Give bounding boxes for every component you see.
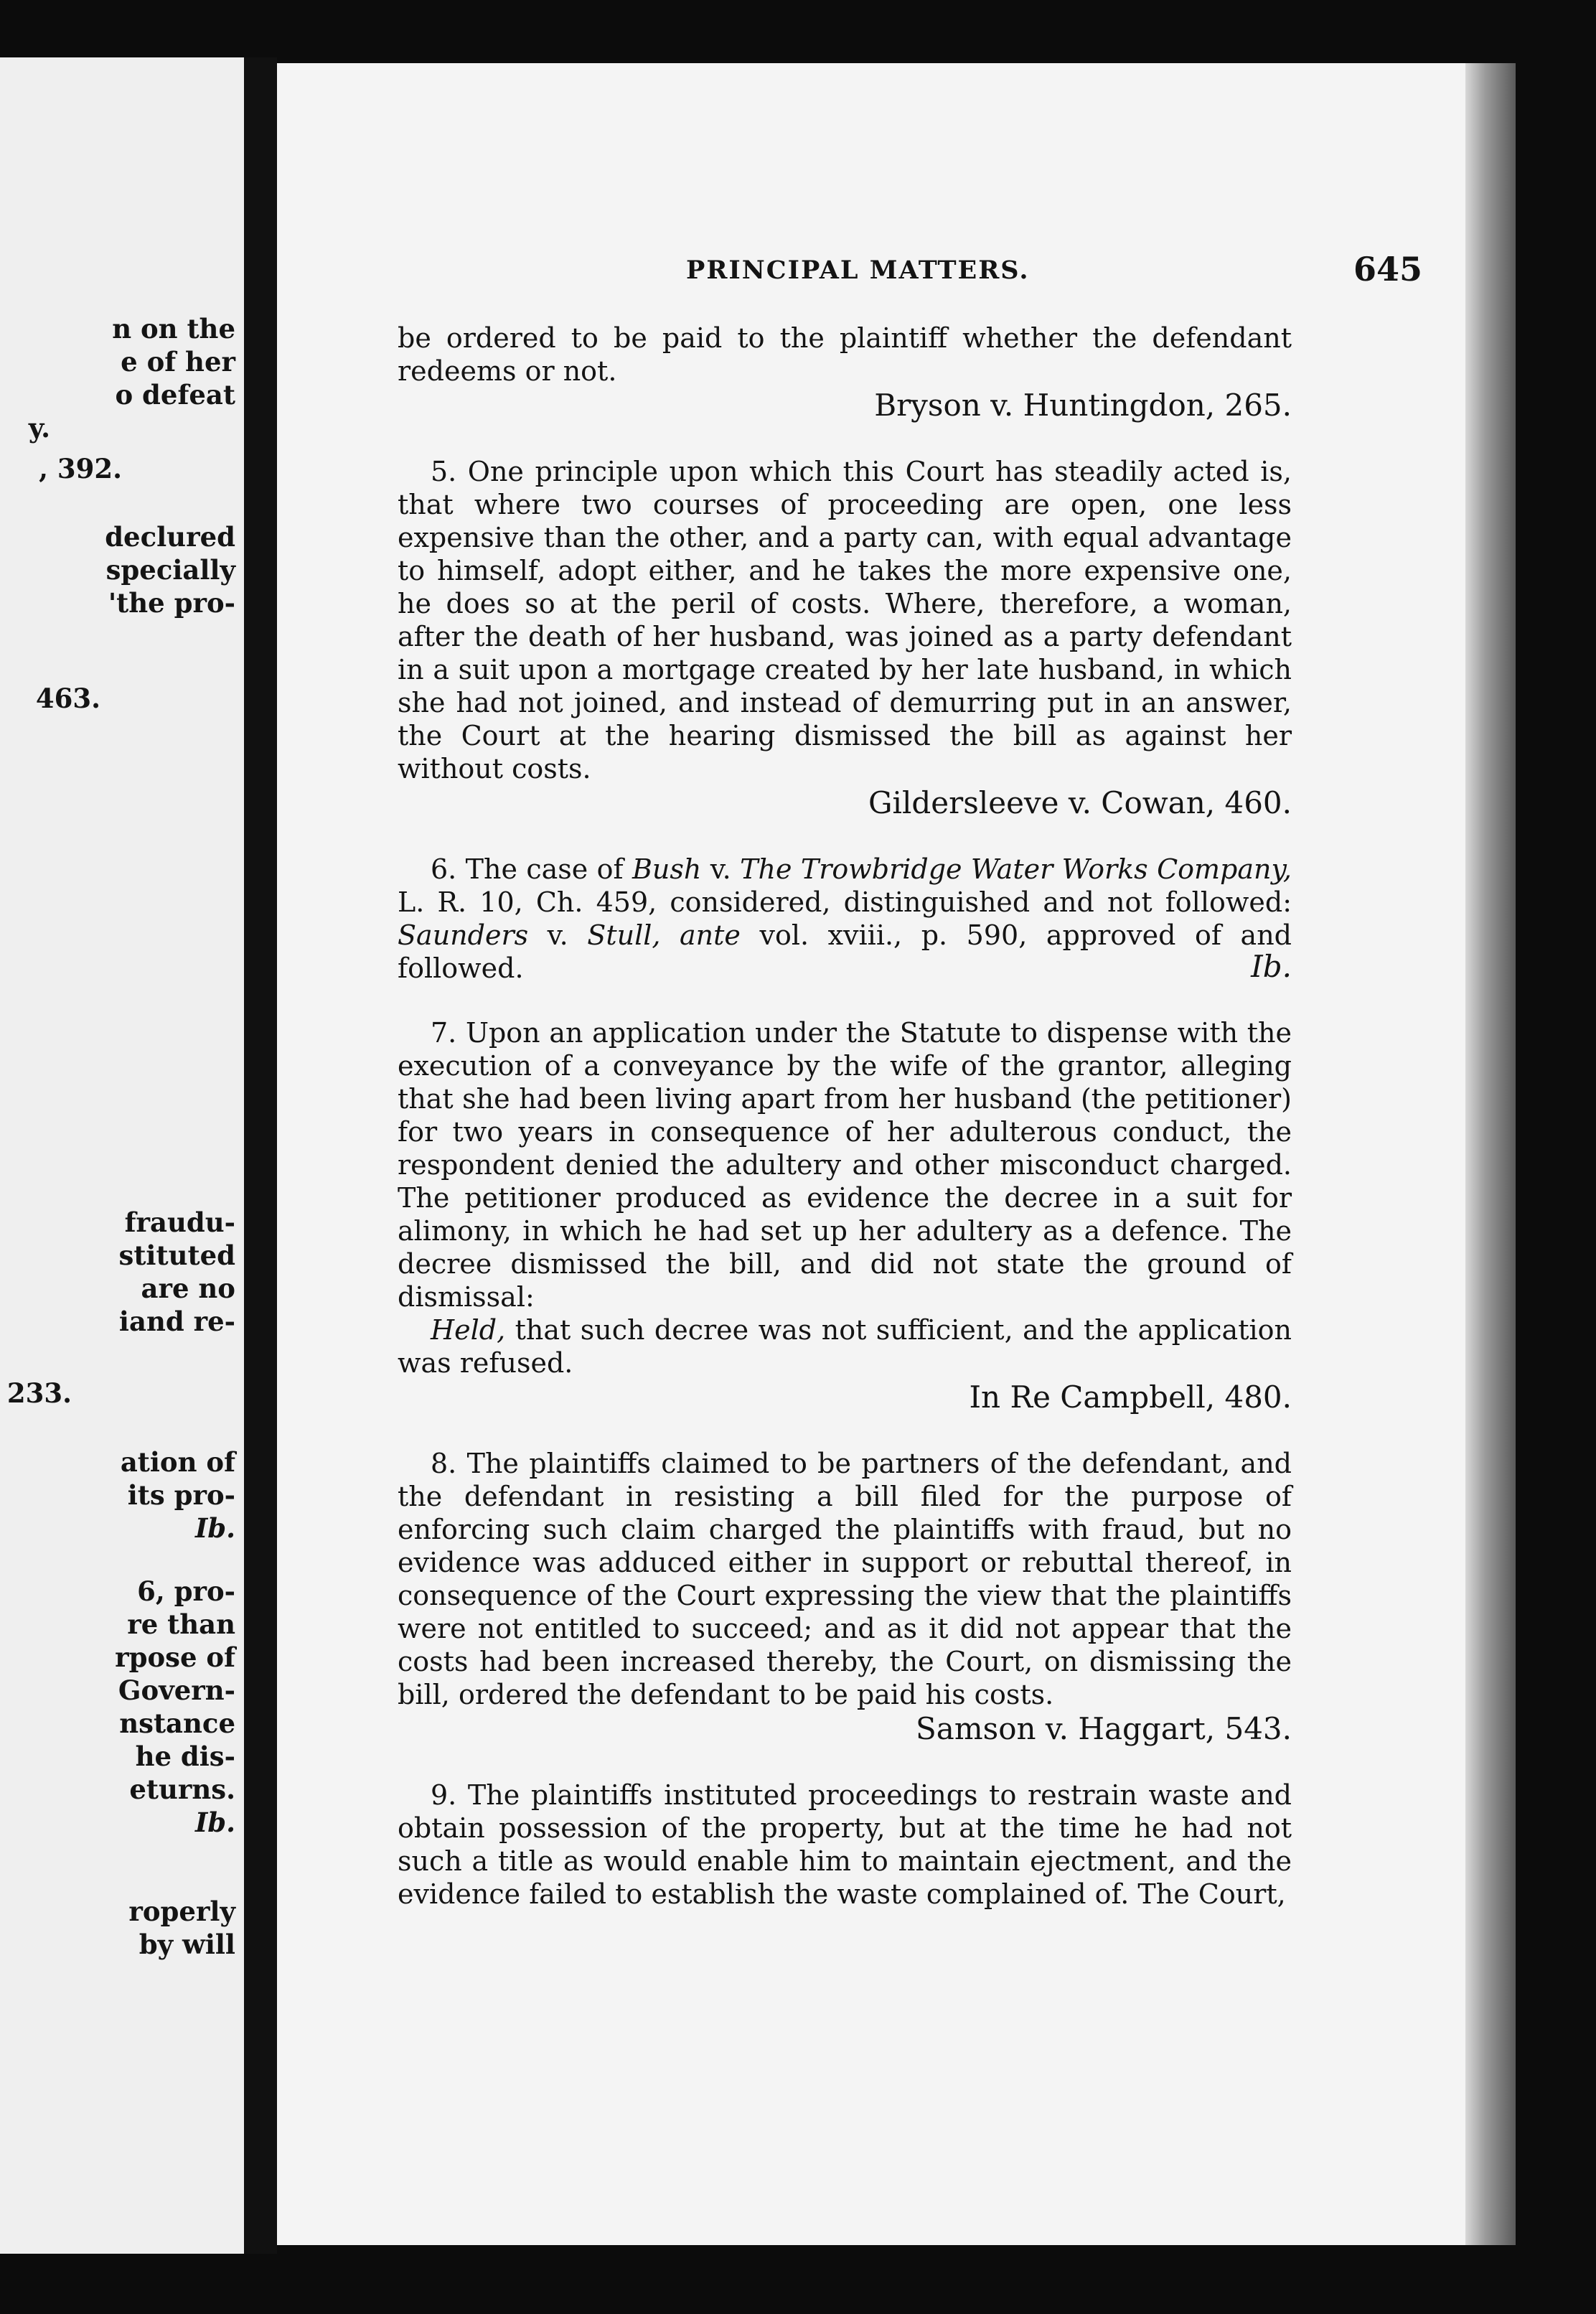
page-edge-shadow — [1465, 63, 1516, 2245]
page-content — [398, 322, 1292, 1942]
entry-8 — [398, 1447, 1292, 1747]
case-citation: In Re Campbell, 480. — [969, 1380, 1292, 1415]
left-fragment: fraudu- — [124, 1207, 235, 1238]
left-fragment: Ib. — [194, 1807, 235, 1838]
left-fragment: by will — [139, 1929, 235, 1960]
left-page-fragment — [0, 57, 244, 2254]
left-fragment: are no — [141, 1273, 235, 1304]
entry-continuation — [398, 322, 1292, 423]
left-fragment: ation of — [120, 1446, 235, 1478]
left-fragment: re than — [127, 1608, 235, 1640]
case-citation: Gildersleeve v. Cowan, 460. — [868, 785, 1292, 820]
case-citation: Bryson v. Huntingdon, 265. — [874, 388, 1292, 423]
case-citation: Samson v. Haggart, 543. — [916, 1711, 1292, 1746]
left-fragment: , 392. — [39, 453, 122, 484]
held-text: that such decree was not sufficient, and the application was refused. — [398, 1314, 1292, 1379]
left-fragment: Ib. — [194, 1512, 235, 1544]
entry-text: 6. The case of Bush v. The Trowbridge Water Works Company, L. R. 10, Ch. 459, considered, distinguished and not followed: Saunders v. Stull, ante vol. xviii., p. 590, approved of and followed. — [398, 853, 1292, 984]
left-fragment: stituted — [118, 1240, 235, 1271]
entry-9 — [398, 1779, 1292, 1911]
left-fragment: rpose of — [115, 1641, 235, 1673]
entry-text: be ordered to be paid to the plaintiff whether the defendant redeems or not. — [398, 322, 1292, 387]
left-fragment: roperly — [128, 1896, 235, 1927]
left-fragment: y. — [28, 412, 50, 444]
left-fragment: specially — [105, 554, 235, 586]
left-fragment: eturns. — [129, 1774, 235, 1805]
entry-text: 8. The plaintiffs claimed to be partners of the defendant, and the defendant in resisting a bill filed for the purpose of enforcing such claim charged the plaintiffs with fraud, but no evidence was adduced either in support or rebuttal thereof, in consequence of the Court expressing the view that the plaintiffs were not entitled to succeed; and as it did not appear that the costs had been increased thereby, the Court, on dismissing the bill, ordered the defendant to be paid his costs. — [398, 1448, 1292, 1710]
book-gutter — [244, 57, 277, 2254]
page-number: 645 — [1353, 250, 1423, 289]
left-fragment: 233. — [6, 1377, 72, 1409]
left-fragment: its pro- — [127, 1479, 235, 1511]
left-fragment: iand re- — [118, 1306, 235, 1337]
entry-text: 5. One principle upon which this Court has steadily acted is, that where two courses of proceeding are open, one less expensive than the other, and a party can, with equal advantage to himself, adopt either, and he takes the more expensive one, he does so at the peril of costs. Where, therefore, a woman, after the death of her husband, was joined as a party defendant in a suit upon a mortgage created by her late husband, in which she had not joined, and instead of demurring put in an answer, the Court at the hearing dismissed the bill as against her without costs. — [398, 456, 1292, 784]
entry-5 — [398, 455, 1292, 821]
left-fragment: 'the pro- — [108, 587, 235, 619]
main-page — [277, 63, 1516, 2245]
held-word: Held, — [431, 1314, 506, 1346]
entry-6 — [398, 853, 1292, 985]
header-title: PRINCIPAL MATTERS. — [686, 256, 1030, 285]
left-fragment: declured — [105, 521, 235, 553]
left-fragment: Govern- — [118, 1674, 235, 1706]
left-fragment: 463. — [35, 683, 100, 714]
left-fragment: nstance — [119, 1708, 235, 1739]
left-fragment: he dis- — [135, 1741, 235, 1772]
entry-text: 9. The plaintiffs instituted proceedings to restrain waste and obtain possession of the property, but at the time he had not such a title as would enable him to maintain ejectment, and the evidence failed to establish the waste complained of. The Court, — [398, 1779, 1292, 1910]
entry-text: 7. Upon an application under the Statute to dispense with the execution of a conveyance by the wife of the grantor, alleging that she had been living apart from her husband (the petitioner) for two years in consequence of her adulterous conduct, the respondent denied the adultery and other misconduct charged. The petitioner produced as evidence the decree in a suit for alimony, in which he had set up her adultery as a defence. The decree dismissed the bill, and did not state the ground of dismissal: — [398, 1017, 1292, 1313]
left-fragment: e of her — [121, 346, 235, 378]
left-fragment: n on the — [112, 313, 235, 345]
left-fragment: o defeat — [115, 379, 235, 411]
running-header — [399, 250, 1547, 299]
case-citation: Ib. — [1251, 949, 1292, 984]
held-paragraph — [398, 1313, 1292, 1380]
entry-7 — [398, 1016, 1292, 1415]
left-fragment: 6, pro- — [137, 1575, 235, 1607]
